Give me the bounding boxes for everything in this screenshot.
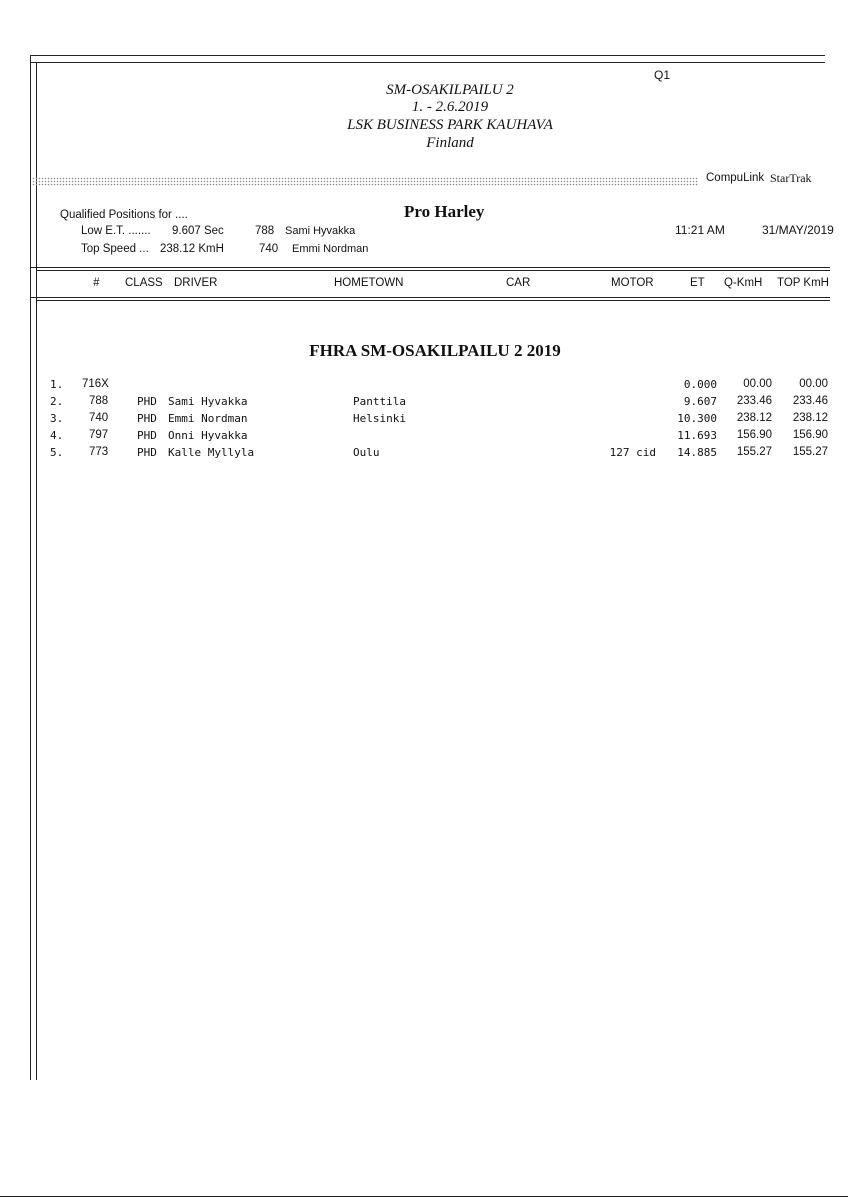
row-top-speed: 156.90 xyxy=(792,429,828,441)
row-driver: Kalle Myllyla xyxy=(168,446,255,459)
report-date: 31/MAY/2019 xyxy=(762,223,834,237)
row-qkmh: 00.00 xyxy=(743,378,772,390)
row-motor: 127 cid xyxy=(609,446,656,459)
col-top: TOP KmH xyxy=(777,277,829,289)
event-country: Finland xyxy=(426,135,474,151)
low-et-driver: Sami Hyvakka xyxy=(285,225,356,237)
row-top-speed: 155.27 xyxy=(792,446,828,458)
row-et: 10.300 xyxy=(677,412,717,425)
col-num: # xyxy=(93,277,100,289)
sheet-code: Q1 xyxy=(654,68,671,82)
top-border xyxy=(30,55,825,56)
row-et: 9.607 xyxy=(683,395,717,408)
event-dates: 1. - 2.6.2019 xyxy=(411,99,489,115)
top-speed-label: Top Speed ... xyxy=(81,243,149,255)
row-top-speed: 238.12 xyxy=(792,412,828,424)
row-top-speed: 00.00 xyxy=(799,378,828,390)
header-top-line-2 xyxy=(36,270,830,271)
col-qkmh: Q-KmH xyxy=(724,277,763,289)
row-qkmh: 156.90 xyxy=(736,429,772,441)
event-title: SM-OSAKILPAILU 2 xyxy=(386,82,514,98)
qualified-label: Qualified Positions for .... xyxy=(60,209,188,221)
row-hometown: Helsinki xyxy=(353,412,406,425)
row-class: PHD xyxy=(137,429,157,442)
header-bottom-line xyxy=(30,297,830,298)
top-speed-number: 740 xyxy=(259,243,279,255)
top-border-2 xyxy=(30,62,825,63)
report-time: 11:21 AM xyxy=(675,223,725,237)
row-number: 716X xyxy=(82,378,109,390)
row-number: 788 xyxy=(89,395,109,407)
col-driver: DRIVER xyxy=(174,277,218,289)
row-hometown: Panttila xyxy=(353,395,406,408)
low-et-number: 788 xyxy=(255,225,275,237)
row-hometown: Oulu xyxy=(353,446,380,459)
row-position: 4. xyxy=(50,429,64,442)
col-class: CLASS xyxy=(125,277,163,289)
col-car: CAR xyxy=(506,277,531,289)
row-qkmh: 155.27 xyxy=(736,446,772,458)
event-venue: LSK BUSINESS PARK KAUHAVA xyxy=(347,117,553,133)
section-title: FHRA SM-OSAKILPAILU 2 2019 xyxy=(309,341,561,360)
row-number: 740 xyxy=(89,412,109,424)
brand-compulink: CompuLink xyxy=(706,172,765,184)
left-border-2 xyxy=(36,62,37,1080)
header-top-line xyxy=(30,267,830,268)
brand-startrak: StarTrak xyxy=(770,171,812,185)
row-et: 14.885 xyxy=(677,446,717,459)
row-position: 2. xyxy=(50,395,64,408)
row-number: 773 xyxy=(89,446,109,458)
col-et: ET xyxy=(690,277,705,289)
left-border xyxy=(30,55,31,1080)
row-driver: Onni Hyvakka xyxy=(168,429,248,442)
top-speed-value: 238.12 KmH xyxy=(160,243,224,255)
row-et: 0.000 xyxy=(683,378,717,391)
row-class: PHD xyxy=(137,412,157,425)
row-driver: Emmi Nordman xyxy=(168,412,248,425)
low-et-label: Low E.T. ....... xyxy=(81,225,151,237)
row-et: 11.693 xyxy=(677,429,717,442)
row-driver: Sami Hyvakka xyxy=(168,395,248,408)
top-speed-driver: Emmi Nordman xyxy=(292,243,369,255)
row-class: PHD xyxy=(137,395,157,408)
dotted-separator xyxy=(32,177,698,186)
col-hometown: HOMETOWN xyxy=(334,277,404,289)
row-class: PHD xyxy=(137,446,157,459)
row-position: 3. xyxy=(50,412,64,425)
row-top-speed: 233.46 xyxy=(792,395,828,407)
header-bottom-line-2 xyxy=(36,300,830,301)
row-position: 1. xyxy=(50,378,64,391)
row-position: 5. xyxy=(50,446,64,459)
bottom-border xyxy=(0,1196,848,1197)
row-qkmh: 233.46 xyxy=(736,395,772,407)
row-number: 797 xyxy=(89,429,109,441)
low-et-value: 9.607 Sec xyxy=(172,225,224,237)
col-motor: MOTOR xyxy=(611,277,654,289)
class-title: Pro Harley xyxy=(404,202,485,221)
row-qkmh: 238.12 xyxy=(736,412,772,424)
